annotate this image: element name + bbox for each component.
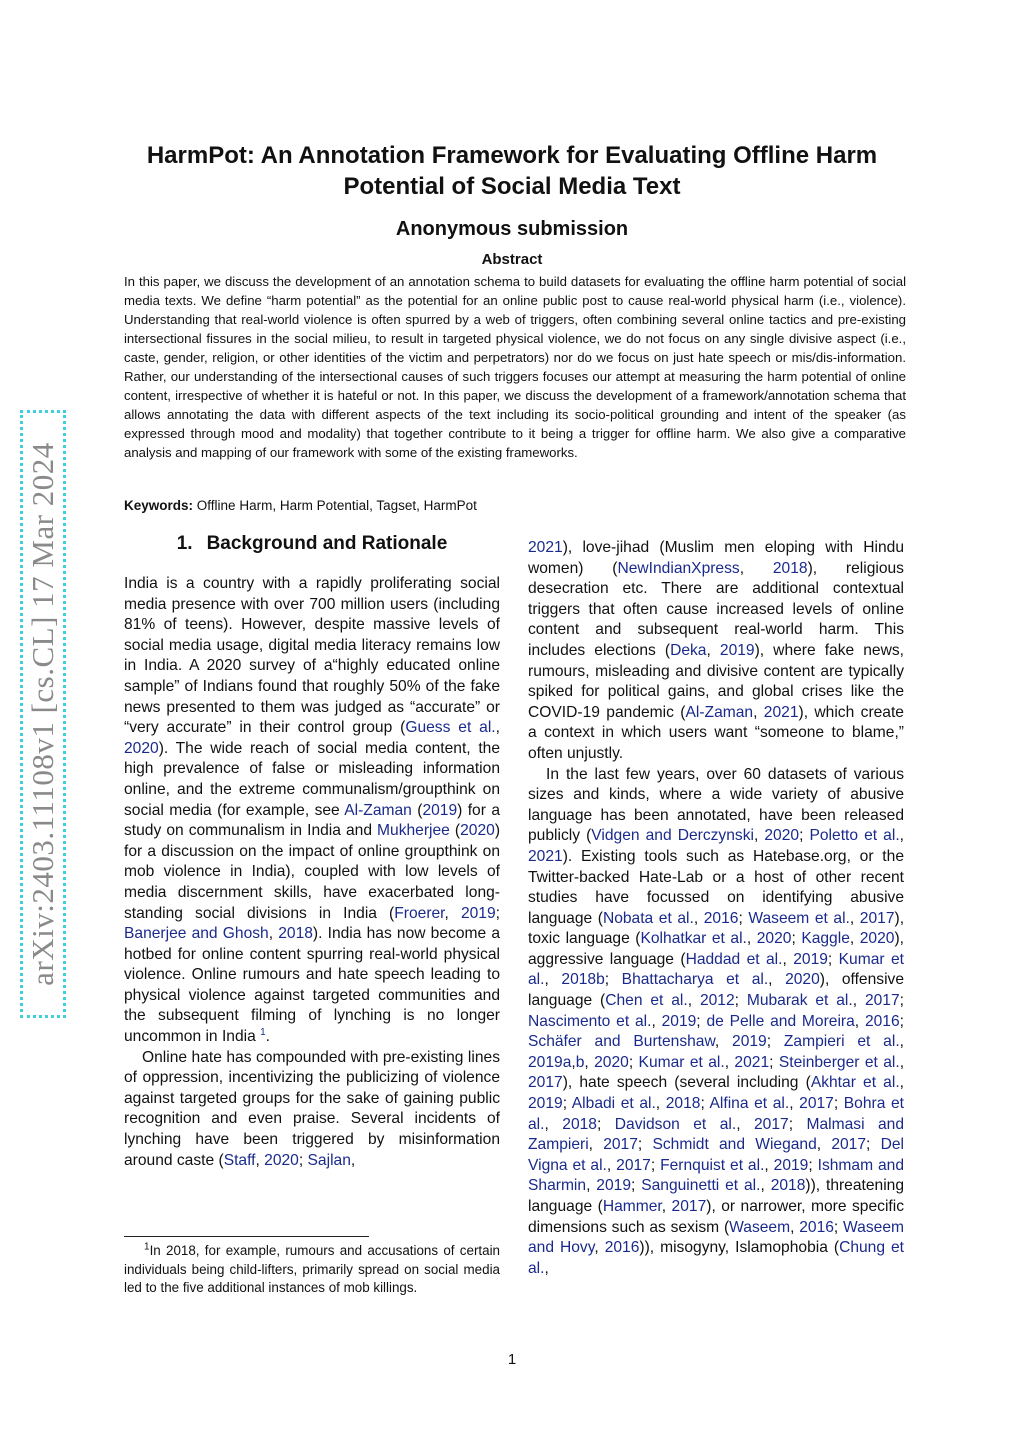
citation-link[interactable]: Chen et al. [605, 992, 688, 1010]
keywords-label: Keywords: [124, 498, 194, 513]
citation-link[interactable]: Malmasi and Zampieri [528, 1115, 905, 1154]
citation-link[interactable]: Hammer [602, 1198, 662, 1215]
citation-link[interactable]: Albadi et al. [571, 1095, 656, 1113]
citation-link[interactable]: 2020 [264, 1151, 299, 1169]
citation-link[interactable]: 2019 [422, 801, 458, 819]
paragraph: In the last few years, over 60 datasets of various sizes and kinds, where a wide variety of abusive language has been annotated, have been released publicly (Vidgen and Derczynski, 2020; Poletto et al., 2021). Existing tools such as Hatebase.org, or the Twitter-backed Hate-Lab or a host of other recent studies have focussed on identifying abusive language (Nobata et al., 2016; Waseem et al., 2017), toxic language (Kolhatkar et al., 2020; Kaggle, 2020), aggressive language (Haddad et al., 2019; Kumar et al., 2018b; Bhattacharya et al., 2020), offensive language (Chen et al., 2012; Mubarak et al., 2017; Nascimento et al., 2019; de Pelle and Moreira, 2016; Schäfer and Burtenshaw, 2019; Zampieri et al., 2019a,b, 2020; Kumar et al., 2021; Steinberger et al., 2017), hate speech (several including (Akhtar et al., 2019; Albadi et al., 2018; Alfina et al., 2017; Bohra et al., 2018; Davidson et al., 2017; Malmasi and Zampieri, 2017; Schmidt and Wiegand, 2017; Del Vigna et al., 2017; Fernquist et al., 2019; Ishmam and Sharmin, 2019; Sanguinetti et al., 2018)), threatening language (Hammer, 2017), or narrower, more specific dimensions such as sexism (Waseem, 2016; Waseem and Hovy, 2016)), misogyny, Islamophobia (Chung et al., [528, 765, 905, 1277]
citation-link[interactable]: Davidson et al. [614, 1115, 737, 1133]
citation-link[interactable]: Sajlan [307, 1151, 351, 1169]
footnote-text: In 2018, for example, rumours and accusations of certain individuals being child-lifters, primarily spread on social media led to the five additional instances of mob killings. [124, 1243, 500, 1295]
citation-link[interactable]: 2017 [859, 909, 895, 927]
citation-link[interactable]: 2017 [831, 1136, 867, 1154]
citation-link[interactable]: 2020 [859, 930, 895, 948]
citation-link[interactable]: 2021 [734, 1053, 770, 1071]
citation-link[interactable]: 2018b [561, 971, 605, 989]
citation-link[interactable]: 2016 [799, 1218, 834, 1236]
section-number: 1. [176, 533, 193, 554]
citation-link[interactable]: Sanguinetti et al. [641, 1177, 761, 1195]
citation-link[interactable]: Fernquist et al. [660, 1156, 765, 1174]
citation-link[interactable]: 2017 [616, 1156, 651, 1174]
citation-link[interactable]: 2017 [864, 992, 900, 1010]
citation-link[interactable]: 2019 [528, 1095, 563, 1113]
citation-link[interactable]: 2021 [763, 703, 799, 721]
citation-link[interactable]: 2017 [799, 1095, 834, 1113]
citation-link[interactable]: NewIndianXpress [617, 559, 740, 577]
citation-link[interactable]: Bohra et al. [528, 1095, 904, 1133]
footnote-mark: 1 [144, 1241, 150, 1253]
citation-link[interactable]: 2019 [793, 950, 828, 968]
paragraph: 2021), love-jihad (Muslim men eloping with Hindu women) (NewIndianXpress, 2018), religious desecration etc. There are additional contextual triggers that often cause increased levels of online content and subsequent real-world harm. This includes elections (Deka, 2019), where fake news, rumours, misleading and divisive content are typically spiked for political gains, and global crises like the COVID-19 pandemic (Al-Zaman, 2021), which create a context in which users want “someone to blame,” often unjustly. [528, 539, 904, 762]
left-column [124, 574, 500, 1171]
title-line-2: Potential of Social Media Text [343, 173, 681, 200]
citation-link[interactable]: 2018 [772, 559, 808, 577]
citation-link[interactable]: 2017 [603, 1136, 638, 1154]
author-line: Anonymous submission [395, 218, 629, 240]
citation-link[interactable]: Guess et al. [405, 719, 496, 737]
citation-link[interactable]: Ishmam and Sharmin [528, 1156, 904, 1195]
citation-link[interactable]: 2021 [528, 539, 563, 556]
citation-link[interactable]: 2017 [753, 1115, 789, 1133]
citation-link[interactable]: Nobata et al. [602, 909, 694, 927]
citation-link[interactable]: Alfina et al. [709, 1095, 790, 1113]
citation-link[interactable]: 2020 [124, 739, 159, 757]
footnote [124, 1242, 500, 1298]
abstract-heading: Abstract [481, 251, 543, 268]
citation-link[interactable]: Schäfer and Burtenshaw [528, 1033, 715, 1051]
citation-link[interactable]: Zampieri et al. [783, 1033, 900, 1051]
title-line-1: HarmPot: An Annotation Framework for Evaluating Offline Harm [146, 142, 878, 169]
citation-link[interactable]: Staff [223, 1151, 256, 1169]
citation-link[interactable]: Waseem and Hovy [528, 1218, 904, 1257]
citation-link[interactable]: Kumar et al. [638, 1053, 725, 1071]
citation-link[interactable]: 2018 [665, 1095, 701, 1113]
citation-link[interactable]: 2021 [528, 847, 563, 865]
abstract-body: In this paper, we discuss the development of an annotation schema to build datasets for evaluating the offline harm potential of social media texts. We define “harm potential” as the potential for an online public post to cause real-world physical harm (i.e., violence). Understanding that real-world violence is often spurred by a web of triggers, often combining several online tactics and pre-existing intersectional fissures in the social milieu, to result in targeted physical violence, we do not focus on any single divisive aspect (i.e., caste, gender, religion, or other identities of the victim and perpetrators) nor do we focus on just hate speech or mis/dis-information. Rather, our understanding of the intersectional causes of such triggers focuses our attempt at measuring the harm potential of online content, irrespective of whether it is hateful or not. In this paper, we discuss the development of a framework/annotation schema that allows annotating the data with different aspects of the text including its socio-political grounding and intent of the speaker (as expressed through mood and modality) that together contribute to it being a trigger for offline harm. We also give a comparative analysis and mapping of our framework with some of the existing frameworks. [124, 274, 906, 460]
citation-link[interactable]: Nascimento et al. [528, 1012, 652, 1030]
citation-link[interactable]: Al-Zaman [344, 801, 412, 819]
section-heading [124, 533, 500, 555]
citation-link[interactable]: 2016 [604, 1239, 640, 1257]
citation-link[interactable]: 2019 [460, 904, 496, 922]
citation-link[interactable]: Deka [670, 641, 707, 659]
citation-link[interactable]: Waseem [729, 1218, 791, 1236]
citation-link[interactable]: Haddad et al. [685, 950, 783, 968]
citation-link[interactable]: Chung et al. [528, 1239, 904, 1277]
keywords-line [124, 498, 477, 513]
citation-link[interactable]: 2019 [596, 1177, 631, 1195]
citation-link[interactable]: Kolhatkar et al. [640, 930, 747, 948]
paragraph: Online hate has compounded with pre-existing lines of oppression, incentivizing the publicizing of violence against targeted groups for the sake of gaining public recognition and even praise. Several incidents of lynching have been triggered by misinformation around caste (Staff, 2020; Sajlan, [124, 1048, 500, 1169]
citation-link[interactable]: de Pelle and Moreira [706, 1012, 855, 1030]
citation-link[interactable]: 2020 [785, 971, 820, 989]
arxiv-identifier: arXiv:2403.11108v1 [cs.CL] 17 Mar 2024 [25, 442, 60, 986]
citation-link[interactable]: 2020 [460, 822, 495, 840]
citation-link[interactable]: 2019 [732, 1033, 767, 1051]
citation-link[interactable]: 2018 [770, 1177, 806, 1195]
right-column [528, 538, 904, 1279]
citation-link[interactable]: 2017 [528, 1074, 563, 1092]
citation-link[interactable]: Waseem et al. [748, 909, 850, 927]
footnote-divider [124, 1236, 369, 1237]
citation-link[interactable]: Steinberger et al. [778, 1053, 900, 1071]
citation-link[interactable]: 2017 [671, 1198, 707, 1215]
citation-link[interactable]: Vidgen and Derczynski [591, 827, 754, 845]
citation-link[interactable]: Froerer [394, 904, 445, 922]
citation-link[interactable]: 2018 [278, 925, 313, 943]
citation-link[interactable]: Schmidt and Wiegand [652, 1136, 817, 1154]
citation-link[interactable]: Banerjee and Ghosh [124, 925, 269, 943]
citation-link[interactable]: Poletto et al. [809, 827, 900, 845]
citation-link[interactable]: 2019a [528, 1053, 572, 1071]
citation-link[interactable]: 2019 [773, 1156, 809, 1174]
citation-link[interactable]: Mubarak et al. [746, 992, 853, 1010]
citation-link[interactable]: Mukherjee [377, 822, 450, 840]
citation-link[interactable]: Kumar et al. [528, 950, 904, 989]
citation-link[interactable]: Bhattacharya et al. [621, 971, 769, 989]
citation-link[interactable]: 2020 [594, 1053, 629, 1071]
citation-link[interactable]: Kaggle [801, 930, 850, 948]
citation-link[interactable]: 2016 [703, 909, 739, 927]
citation-link[interactable]: Del Vigna et al. [528, 1136, 904, 1174]
section-title: Background and Rationale [206, 533, 448, 554]
citation-link[interactable]: 2019 [661, 1012, 697, 1030]
citation-link[interactable]: 2012 [699, 992, 735, 1010]
paper-title [100, 140, 924, 202]
citation-link[interactable]: 2020 [756, 930, 792, 948]
citation-link[interactable]: 2019 [719, 641, 755, 659]
citation-link[interactable]: 2016 [864, 1012, 900, 1030]
citation-link[interactable]: Al-Zaman [685, 703, 754, 721]
page-number: 1 [507, 1351, 517, 1368]
citation-link[interactable]: 2018 [562, 1115, 597, 1133]
keywords-list: Offline Harm, Harm Potential, Tagset, HarmPot [196, 498, 477, 513]
citation-link[interactable]: 2020 [764, 827, 800, 845]
paragraph: India is a country with a rapidly proliferating social media presence with over 700 million users (including 81% of teens). However, despite massive levels of social media usage, digital media literacy remains low in India. A 2020 survey of a“highly educated online sample” of Indians found that roughly 50% of the fake news presented to them was judged as “accurate” or “very accurate” in their control group (Guess et al., 2020). The wide reach of social media content, the high prevalence of false or misleading information online, and the extreme communalism/groupthink on social media (for example, see Al-Zaman (2019) for a study on communalism in India and Mukherjee (2020) for a discussion on the impact of online groupthink on mob violence in India), coupled with low levels of media discernment skills, have exacerbated long-standing social divisions in India (Froerer, 2019; Banerjee and Ghosh, 2018). India has now become a hotbed for online content spurring real-world physical violence. Online rumours and hate speech leading to physical violence against targeted communities and the subsequent filming of lynching is no longer uncommon in India $^1$. [124, 575, 501, 1046]
citation-link[interactable]: b [575, 1053, 585, 1071]
citation-link[interactable]: Akhtar et al. [810, 1074, 900, 1092]
footnote-ref[interactable]: 1 [260, 1026, 266, 1038]
